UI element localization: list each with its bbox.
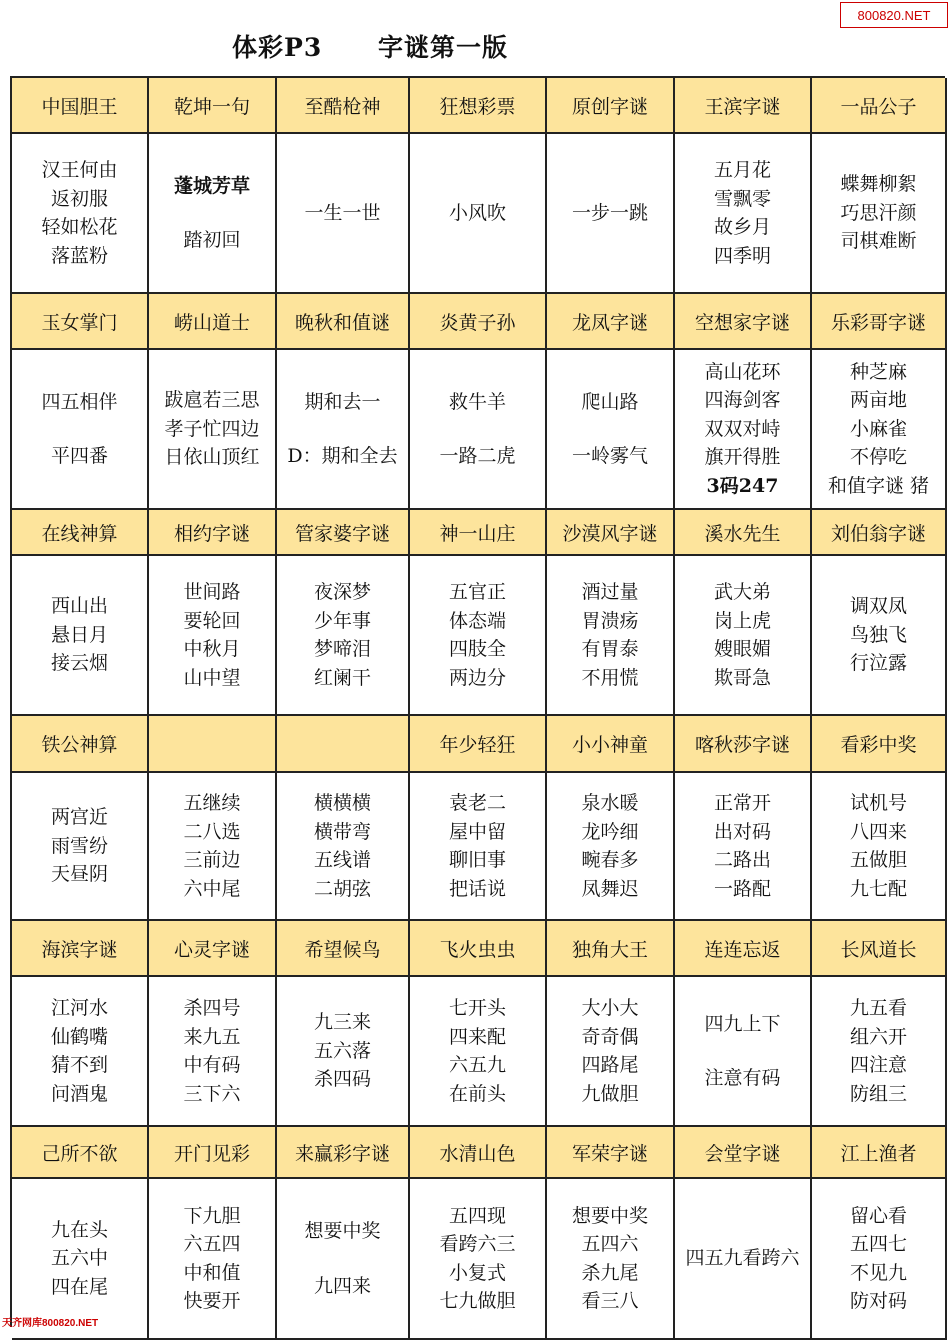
riddle-line: 问酒鬼 [50, 1082, 108, 1105]
riddle-line: 小风吹 [448, 201, 506, 224]
column-header [277, 716, 410, 773]
riddle-line: 九三来 [313, 1011, 371, 1034]
riddle-line: 不用慌 [581, 666, 639, 689]
riddle-line: 九五看 [849, 997, 907, 1019]
riddle-line: 两亩地 [849, 389, 907, 412]
column-header: 小小神童 [547, 716, 675, 773]
riddle-line: 不见九 [849, 1261, 907, 1284]
column-header: 炎黄子孙 [410, 294, 547, 350]
riddle-line: 有胃泰 [581, 638, 639, 660]
riddle-cell [410, 773, 547, 921]
riddle-line: 八四来 [849, 820, 907, 843]
riddle-cell [277, 134, 410, 294]
riddle-line: 下九胆 [183, 1204, 241, 1227]
riddle-cell [675, 134, 812, 294]
riddle-line: 不停吃 [849, 446, 907, 469]
riddle-line: 中和值 [183, 1261, 241, 1284]
riddle-cell [149, 773, 277, 921]
riddle-cell [547, 134, 675, 294]
watermark-top: 800820.NET [840, 2, 948, 28]
riddle-cell [149, 977, 277, 1127]
riddle-line: 四在尾 [50, 1275, 108, 1298]
column-header: 原创字谜 [547, 78, 675, 134]
riddle-line: 悬日月 [50, 623, 108, 646]
riddle-line: 龙吟细 [581, 820, 639, 843]
riddle-cell [675, 977, 812, 1127]
riddle-line: 蝶舞柳絮 [840, 173, 917, 196]
riddle-line: 出对码 [713, 820, 771, 843]
riddle-line: 汉王何由 [41, 159, 118, 181]
column-header: 军荣字谜 [547, 1127, 675, 1179]
riddle-cell [675, 350, 812, 510]
riddle-cell [12, 977, 149, 1127]
riddle-line: 五四六 [581, 1233, 639, 1255]
column-header: 管家婆字谜 [277, 510, 410, 556]
riddle-line: 九四来 [313, 1274, 371, 1297]
riddle-cell [812, 1179, 947, 1340]
riddle-cell [277, 1179, 410, 1340]
riddle-line: 蓬城芳草 [173, 174, 250, 197]
column-header: 看彩中奖 [812, 716, 947, 773]
page-title [0, 28, 740, 64]
riddle-line: 四季明 [713, 244, 771, 267]
riddle-cell [410, 350, 547, 510]
riddle-line: 落蓝粉 [50, 244, 108, 267]
column-header: 龙凤字谜 [547, 294, 675, 350]
riddle-cell [12, 134, 149, 294]
column-header: 江上渔者 [812, 1127, 947, 1179]
column-header: 乾坤一句 [149, 78, 277, 134]
riddle-line: 四注意 [849, 1054, 907, 1076]
riddle-cell [410, 134, 547, 294]
riddle-line: 猜不到 [50, 1054, 108, 1076]
column-header: 年少轻狂 [410, 716, 547, 773]
riddle-line: 袁老二 [448, 792, 506, 814]
column-header: 喀秋莎字谜 [675, 716, 812, 773]
riddle-cell [277, 556, 410, 716]
column-header: 晚秋和值谜 [277, 294, 410, 350]
riddle-line: 故乡月 [713, 216, 771, 238]
riddle-line: 六中尾 [183, 877, 241, 900]
riddle-line: 想要中奖 [304, 1220, 381, 1242]
riddle-cell [675, 1179, 812, 1340]
riddle-line: 组六开 [849, 1025, 907, 1048]
riddle-line: 夜深梦 [313, 581, 371, 603]
riddle-line: 一步一跳 [571, 201, 648, 224]
riddle-line: 五六落 [313, 1039, 371, 1062]
riddle-line: 九在头 [50, 1218, 108, 1241]
riddle-line: 红阑干 [313, 666, 371, 689]
column-header: 刘伯翁字谜 [812, 510, 947, 556]
riddle-cell [812, 134, 947, 294]
riddle-line: 杀四号 [183, 997, 241, 1019]
riddle-line: 看跨六三 [439, 1233, 516, 1255]
riddle-line: 踏初回 [183, 229, 241, 251]
riddle-line: 试机号 [849, 792, 907, 814]
riddle-line: 五四现 [448, 1204, 506, 1227]
riddle-line: 快要开 [183, 1290, 241, 1312]
riddle-line: 世间路 [183, 581, 241, 603]
riddle-line: 聊旧事 [448, 849, 506, 871]
riddle-line: 留心看 [849, 1204, 907, 1227]
riddle-line: 泉水暖 [581, 792, 639, 814]
riddle-cell [410, 1179, 547, 1340]
riddle-line: 四肢全 [448, 638, 506, 660]
column-header: 王滨字谜 [675, 78, 812, 134]
column-header: 海滨字谜 [12, 921, 149, 977]
column-header: 至酷枪神 [277, 78, 410, 134]
watermark-bottom: 天齐网库800820.NET [2, 1318, 99, 1329]
riddle-line: 爬山路 [581, 390, 639, 413]
riddle-line: 酒过量 [581, 581, 639, 603]
column-header: 铁公神算 [12, 716, 149, 773]
riddle-line: 中秋月 [183, 638, 241, 660]
riddle-cell [12, 350, 149, 510]
riddle-cell [547, 556, 675, 716]
riddle-line: 四来配 [448, 1025, 506, 1048]
column-header: 己所不欲 [12, 1127, 149, 1179]
column-header: 沙漠风字谜 [547, 510, 675, 556]
riddle-line: 期和去一 [304, 390, 381, 413]
riddle-cell [149, 556, 277, 716]
riddle-line: 要轮回 [183, 609, 241, 632]
riddle-line: 两边分 [448, 666, 506, 689]
riddle-line: 七九做胆 [439, 1290, 516, 1312]
riddle-line: 旗开得胜 [704, 446, 781, 469]
riddle-line: 三前边 [183, 849, 241, 871]
riddle-line: 调双凤 [849, 595, 907, 618]
riddle-line: 大小大 [581, 997, 639, 1019]
riddle-line: 鸟独飞 [849, 623, 907, 646]
riddle-cell [12, 556, 149, 716]
riddle-line: 接云烟 [50, 652, 108, 675]
column-header: 狂想彩票 [410, 78, 547, 134]
riddle-line: 司棋难断 [840, 230, 917, 253]
column-header: 空想家字谜 [675, 294, 812, 350]
riddle-cell [812, 556, 947, 716]
riddle-line: 防组三 [849, 1082, 907, 1105]
riddle-cell [410, 556, 547, 716]
column-header: 长风道长 [812, 921, 947, 977]
column-header: 水清山色 [410, 1127, 547, 1179]
riddle-cell [149, 350, 277, 510]
riddle-line: 五六中 [50, 1247, 108, 1270]
riddle-line: 四九上下 [704, 1012, 781, 1035]
riddle-cell [547, 977, 675, 1127]
column-header: 会堂字谜 [675, 1127, 812, 1179]
riddle-line: 梦啼泪 [313, 638, 371, 660]
column-header: 开门见彩 [149, 1127, 277, 1179]
riddle-line: 雨雪纷 [50, 834, 108, 857]
riddle-line: 杀九尾 [581, 1261, 639, 1284]
riddle-line: 江河水 [50, 997, 108, 1019]
column-header: 神一山庄 [410, 510, 547, 556]
riddle-line: 二路出 [713, 849, 771, 871]
riddle-table [10, 76, 945, 1327]
riddle-line: 日依山顶红 [164, 446, 260, 469]
riddle-line: 中有码 [183, 1054, 241, 1076]
column-header: 相约字谜 [149, 510, 277, 556]
riddle-line: 五官正 [448, 581, 506, 603]
riddle-line: 巧思汗颜 [840, 201, 917, 224]
riddle-line: 五做胆 [849, 849, 907, 871]
column-header: 溪水先生 [675, 510, 812, 556]
riddle-line: 天昼阴 [50, 863, 108, 886]
riddle-line: 三下六 [183, 1082, 241, 1105]
riddle-line: 防对码 [849, 1290, 907, 1312]
riddle-line: 五四七 [849, 1233, 907, 1255]
title-edition: 字谜第一版 [377, 33, 508, 62]
riddle-line: 把话说 [448, 877, 506, 900]
riddle-line: 奇奇偶 [581, 1025, 639, 1048]
riddle-line: 嫂眼媚 [713, 638, 771, 660]
riddle-line: 3码247 [706, 474, 779, 497]
riddle-line: 七开头 [448, 997, 506, 1019]
riddle-line: 双双对峙 [704, 417, 781, 440]
riddle-line: 平四番 [50, 445, 108, 467]
riddle-cell [812, 773, 947, 921]
riddle-line: 四五九看跨六 [685, 1247, 800, 1270]
riddle-cell [547, 773, 675, 921]
riddle-line: 一路配 [713, 877, 771, 900]
riddle-line: 正常开 [713, 792, 771, 814]
riddle-line: 注意有码 [704, 1067, 781, 1089]
riddle-line: 四海剑客 [704, 389, 781, 412]
column-header: 连连忘返 [675, 921, 812, 977]
riddle-cell [675, 556, 812, 716]
riddle-line: 欺哥急 [713, 666, 771, 689]
riddle-line: 想要中奖 [571, 1204, 648, 1227]
riddle-line: 小麻雀 [849, 417, 907, 440]
column-header: 心灵字谜 [149, 921, 277, 977]
riddle-cell [812, 350, 947, 510]
riddle-line: 武大弟 [713, 581, 771, 603]
riddle-line: 一路二虎 [439, 445, 516, 467]
column-header: 中国胆王 [12, 78, 149, 134]
riddle-line: 胃溃疡 [581, 609, 639, 632]
riddle-line: 西山出 [50, 595, 108, 618]
riddle-line: 两宫近 [50, 806, 108, 829]
riddle-cell [410, 977, 547, 1127]
riddle-line: 山中望 [183, 666, 241, 689]
riddle-cell [675, 773, 812, 921]
column-header: 来赢彩字谜 [277, 1127, 410, 1179]
riddle-line: 横带弯 [313, 820, 371, 843]
riddle-cell [149, 1179, 277, 1340]
riddle-line: 五月花 [713, 159, 771, 181]
riddle-line: 五线谱 [313, 849, 371, 871]
riddle-line: 返初服 [50, 187, 108, 210]
column-header: 飞火虫虫 [410, 921, 547, 977]
riddle-line: 仙鹤嘴 [50, 1025, 108, 1048]
riddle-line: 跋扈若三思 [164, 389, 260, 412]
riddle-line: D：期和全去 [287, 445, 398, 467]
riddle-line: 行泣露 [849, 652, 907, 675]
riddle-cell [812, 977, 947, 1127]
column-header: 乐彩哥字谜 [812, 294, 947, 350]
riddle-line: 轻如松花 [41, 216, 118, 238]
riddle-cell [547, 350, 675, 510]
riddle-line: 雪飘零 [713, 187, 771, 210]
riddle-line: 少年事 [313, 609, 371, 632]
riddle-line: 九七配 [849, 877, 907, 900]
riddle-line: 救牛羊 [448, 390, 506, 413]
riddle-cell [277, 350, 410, 510]
riddle-line: 种芝麻 [849, 360, 907, 383]
column-header: 在线神算 [12, 510, 149, 556]
riddle-cell [12, 773, 149, 921]
riddle-line: 六五四 [183, 1233, 241, 1255]
riddle-line: 四五相伴 [41, 390, 118, 413]
riddle-cell [277, 773, 410, 921]
riddle-line: 五继续 [183, 792, 241, 814]
riddle-line: 高山花环 [704, 360, 781, 383]
column-header: 独角大王 [547, 921, 675, 977]
riddle-line: 岗上虎 [713, 609, 771, 632]
column-header [149, 716, 277, 773]
riddle-cell [277, 977, 410, 1127]
riddle-line: 四路尾 [581, 1054, 639, 1076]
riddle-cell [547, 1179, 675, 1340]
riddle-line: 畹春多 [581, 849, 639, 871]
riddle-line: 一岭雾气 [571, 445, 648, 467]
column-header: 玉女掌门 [12, 294, 149, 350]
column-header: 希望候鸟 [277, 921, 410, 977]
riddle-line: 一生一世 [304, 201, 381, 224]
riddle-line: 小复式 [448, 1261, 506, 1284]
riddle-line: 横横横 [313, 792, 371, 814]
riddle-line: 二八选 [183, 820, 241, 843]
title-lottery-name: 体彩P3 [232, 33, 323, 62]
riddle-line: 体态端 [448, 609, 506, 632]
riddle-line: 和值字谜 猪 [827, 474, 930, 497]
column-header: 一品公子 [812, 78, 947, 134]
riddle-line: 二胡弦 [313, 877, 371, 900]
riddle-line: 六五九 [448, 1054, 506, 1076]
riddle-cell [149, 134, 277, 294]
column-header: 崂山道士 [149, 294, 277, 350]
riddle-line: 看三八 [581, 1290, 639, 1312]
riddle-line: 屋中留 [448, 820, 506, 843]
riddle-line: 杀四码 [313, 1068, 371, 1091]
riddle-line: 孝子忙四边 [164, 417, 260, 440]
riddle-line: 在前头 [448, 1082, 506, 1105]
riddle-line: 来九五 [183, 1025, 241, 1048]
riddle-line: 九做胆 [581, 1082, 639, 1105]
riddle-line: 凤舞迟 [581, 877, 639, 900]
